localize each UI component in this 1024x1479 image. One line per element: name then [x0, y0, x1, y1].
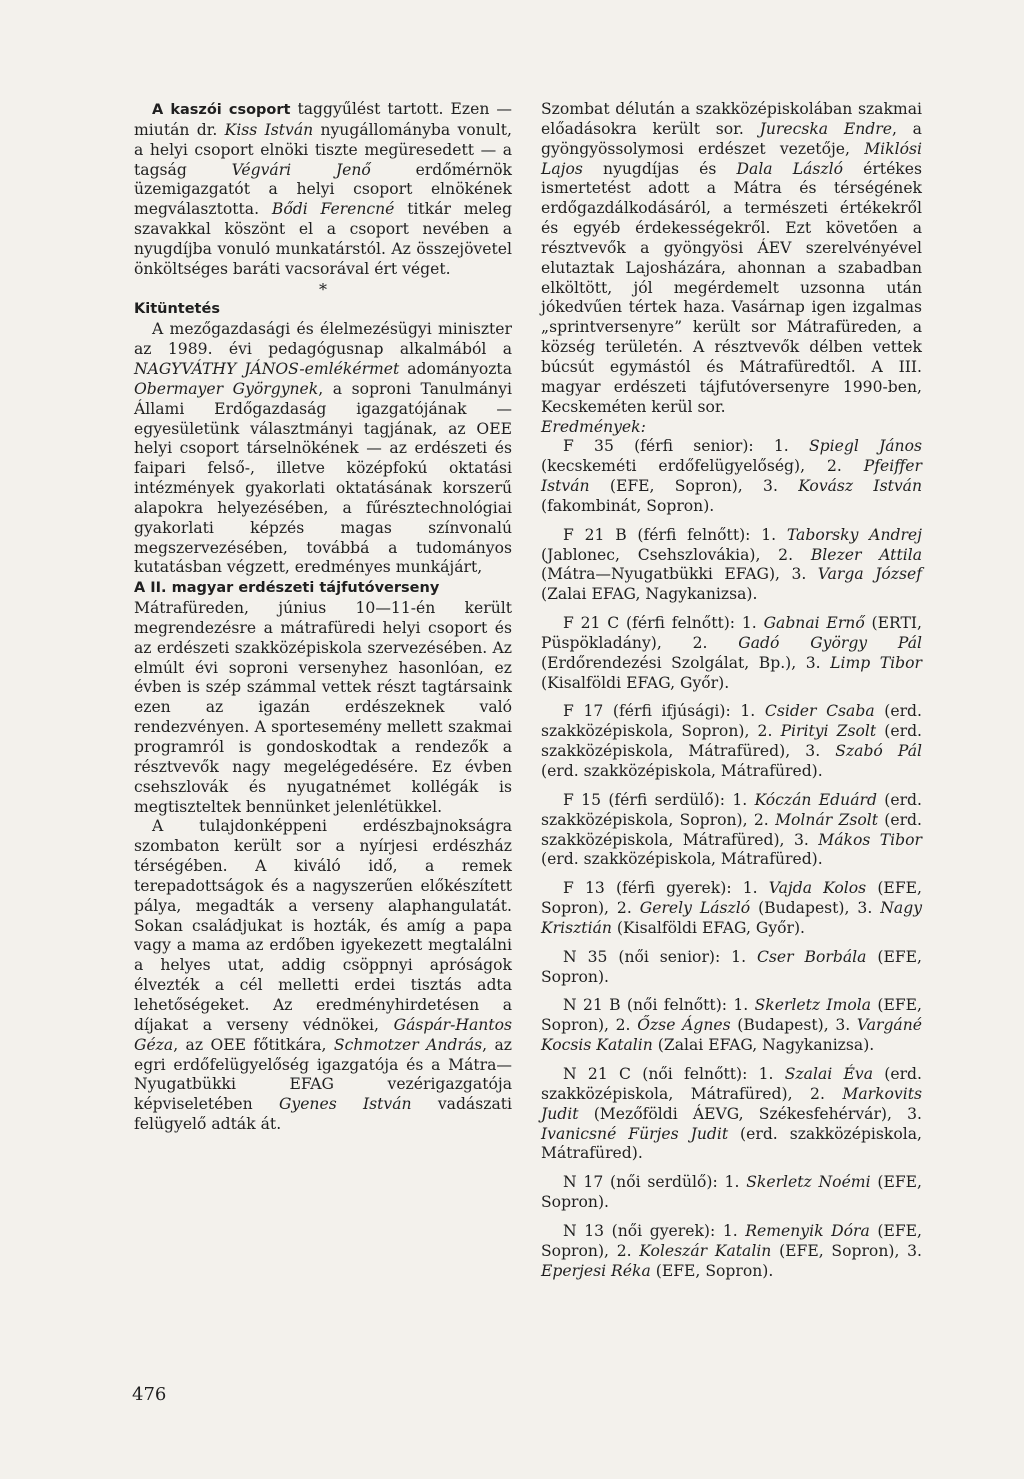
result-entry — [541, 791, 922, 870]
medal-name: NAGYVÁTHY JÁNOS-emlékérmet — [134, 359, 400, 378]
competitor-name: Skerletz Noémi — [746, 1173, 871, 1192]
person-name: Obermayer Györgynek — [134, 379, 319, 398]
competitor-name: Gadó György Pál — [738, 633, 922, 652]
competitor-name: Blezer Attila — [810, 545, 922, 564]
result-text: (EFE, Sopron). — [650, 1261, 774, 1280]
competitor-name: Cser Borbála — [757, 947, 867, 966]
competitor-name: Eperjesi Réka — [541, 1261, 651, 1280]
right-column — [541, 100, 922, 1290]
text-run: Szombat délután a szakközépiskolában szakmai előadásokra került sor. — [541, 100, 922, 138]
result-text: (Budapest), 3. — [730, 1016, 857, 1035]
result-text: F 35 (férfi senior): 1. — [563, 437, 809, 456]
competitor-name: Vajda Kolos — [768, 879, 867, 898]
text-run: A mezőgazdasági és élelmezésügyi miniszter az 1989. évi pedagógusnap alkalmából a — [134, 320, 512, 359]
text-run: , a gyöngyössolymosi erdészet vezetője, — [541, 119, 922, 158]
result-text: (Zalai EFAG, Nagykanizsa). — [541, 585, 758, 604]
result-text: (Erdőrendezési Szolgálat, Bp.), 3. — [541, 653, 831, 672]
result-text: (ERTI, Püspökladány), 2. — [541, 614, 922, 652]
competitor-name: Koleszár Katalin — [639, 1241, 772, 1260]
result-text: (EFE, Sopron), 2. — [541, 996, 922, 1035]
result-text: N 21 B (női felnőtt): 1. — [563, 996, 755, 1015]
result-text: (erd. szakközépiskola, Mátrafüred). — [541, 850, 823, 869]
result-text: F 15 (férfi serdülő): 1. — [563, 790, 755, 809]
result-entry — [541, 996, 922, 1056]
result-text: (Kisalföldi EFAG, Győr). — [611, 918, 806, 937]
person-name: Miklósi Lajos — [541, 139, 922, 178]
result-text: (Mátra—Nyugatbükki EFAG), 3. — [541, 565, 818, 584]
result-text: N 13 (női gyerek): 1. — [563, 1221, 746, 1240]
person-name: Jurecska Endre — [759, 119, 892, 138]
competitor-name: Markovits Judit — [541, 1084, 922, 1123]
competitor-name: Gabnai Ernő — [763, 614, 865, 633]
competitor-name: Kovász István — [798, 477, 923, 496]
result-text: (Zalai EFAG, Nagykanizsa). — [652, 1036, 875, 1055]
results-list — [541, 437, 922, 1281]
competitor-name: Skerletz Imola — [754, 996, 872, 1015]
result-text: F 13 (férfi gyerek): 1. — [563, 879, 769, 898]
person-name: Kiss István — [224, 120, 314, 139]
result-text: (Mezőföldi ÁEVG, Székesfehérvár), 3. — [578, 1104, 922, 1123]
text-run: nyugdíjas és — [582, 159, 737, 178]
result-entry — [541, 437, 922, 516]
result-text: (EFE, Sopron). — [541, 1173, 922, 1212]
person-name: Végvári Jenő — [231, 160, 371, 179]
result-text: (EFE, Sopron), 3. — [589, 477, 799, 496]
page-number: 476 — [132, 1384, 167, 1405]
competitor-name: Gerely László — [639, 899, 751, 918]
result-text: (EFE, Sopron), 2. — [541, 879, 922, 918]
competitor-name: Varga József — [817, 565, 922, 584]
heading-tajfutoverseny — [134, 578, 512, 599]
kaszo-paragraph — [134, 100, 512, 280]
result-text: (EFE, Sopron), 3. — [771, 1241, 922, 1260]
competitor-name: Kóczán Eduárd — [754, 790, 877, 809]
text-run: , az egri erdőfelügyelőség igazgatója és a Mátra—Nyugatbükki EFAG vezérigazgatója képviseletében — [134, 1035, 512, 1114]
result-entry — [541, 1222, 922, 1282]
competitor-name: Spiegl János — [808, 437, 922, 456]
person-name: Gáspár-Hantos Géza — [134, 1015, 512, 1054]
competitor-name: Mákos Tibor — [818, 830, 922, 849]
result-text: N 21 C (női felnőtt): 1. — [563, 1064, 785, 1083]
competitor-name: Pirityi Zsolt — [780, 722, 877, 741]
person-name: Bődi Ferencné — [271, 200, 395, 219]
result-entry — [541, 1065, 922, 1164]
result-text: (erd. szakközépiskola, Mátrafüred). — [541, 1124, 922, 1163]
race-paragraph: Mátrafüreden, június 10—11-én került megrendezésre a mátrafüredi helyi csoport és az erdészeti szakközépiskola szervezésében. Az elmúlt évi soproni versenyhez hasonlóan, ez évben is szép számmal vettek részt tagtársaink ezen az igazán erdészeknek való rendezvényen. A sportesemény mellett szakmai programról is gondoskodtak a rendezők a résztvevők nagy megelégedésére. Ez évben csehszlovák és nyugatnémet kollégák is megtiszteltek bennünket jelenlétükkel. — [134, 599, 512, 816]
result-entry — [541, 526, 922, 605]
section-separator: * — [319, 279, 327, 299]
heading-kituntetes — [134, 299, 512, 320]
result-text: (erd. szakközépiskola, Mátrafüred), 2. — [541, 1064, 922, 1103]
result-text: (erd. szakközépiskola, Sopron), 2. — [541, 790, 922, 829]
text-run: , az OEE főtitkára, — [173, 1035, 334, 1054]
person-name: Schmotzer András — [333, 1035, 483, 1054]
result-text: (EFE, Sopron). — [541, 947, 922, 986]
result-text: (erd. szakközépiskola, Mátrafüred), 3. — [541, 722, 923, 761]
result-text: (kecskeméti erdőfelügyelőség), 2. — [541, 457, 864, 476]
text-run: titkár meleg szavakkal köszönt el a csoport nevében a nyugdíjba vonuló munkatárstól. Az összejövetel önköltséges baráti vacsorával ért véget. — [134, 200, 512, 278]
result-text: (erd. szakközépiskola, Mátrafüred), 3. — [541, 810, 922, 849]
competitor-name: Molnár Zsolt — [775, 810, 878, 829]
text-run: adományozta — [399, 359, 512, 378]
result-text: (erd. szakközépiskola, Sopron), 2. — [541, 702, 922, 741]
person-name: Dala László — [736, 159, 843, 178]
text-run: erdőmérnök üzemigazgatót a helyi csoport elnökének megválasztotta. — [134, 160, 512, 219]
competitor-name: Vargáné Kocsis Katalin — [541, 1016, 922, 1055]
saturday-paragraph — [541, 100, 922, 418]
left-column — [134, 100, 512, 1135]
competitor-name: Taborsky Andrej — [786, 525, 922, 544]
text-run: A tulajdonképpeni erdészbajnokságra szombaton került sor a nyírjesi erdészház térségében. A kiváló idő, a remek terepadottságok és a nagyszerűen előkészített pálya, megadták a verseny alaphangulatát. Sokan családjukat is hozták, és amíg a papa vagy a mama az erdőben igyekezett megtalálni a helyes utat, addig csöppnyi apróságok élvezték a cél melletti erdei tisztás adta lehetőségeket. Az eredményhirdetésen a díjakat a verseny védnökei, — [134, 817, 512, 1034]
result-text: (Kisalföldi EFAG, Győr). — [541, 673, 730, 692]
competitor-name: Limp Tibor — [830, 653, 922, 672]
award-paragraph — [134, 320, 512, 578]
result-entry — [541, 879, 922, 939]
competitor-name: Ivanicsné Fürjes Judit — [541, 1124, 729, 1143]
result-text: (erd. szakközépiskola, Mátrafüred). — [541, 762, 823, 780]
result-entry — [541, 614, 922, 693]
result-text: (fakombinát, Sopron). — [541, 496, 715, 515]
person-name: Gyenes István — [278, 1095, 412, 1114]
result-entry — [541, 948, 922, 988]
competitor-name: Szalai Éva — [784, 1064, 874, 1083]
result-text: F 17 (férfi ifjúsági): 1. — [563, 702, 765, 721]
text-run: , a soproni Tanulmányi Állami Erdőgazdaság igazgatójának — egyesületünk választmányi tagjának, az OEE helyi csoport társelnökének — az erdészeti és faipari felső-, illetve középfokú oktatási intézmények gyakorlati oktatásának korszerű alapokra helyezésében, a fűrésztechnológiai gyakorlati képzés magas színvonalú megszervezésében, továbbá a tudományos kutatásban végzett, eredményes munkájárt, — [134, 379, 513, 577]
result-text: F 21 C (férfi felnőtt): 1. — [563, 614, 764, 633]
competitor-name: Csider Csaba — [764, 702, 875, 721]
result-text: F 21 B (férfi felnőtt): 1. — [563, 525, 787, 544]
result-text: (Budapest), 3. — [750, 899, 881, 918]
text-run: taggyűlést tartott. Ezen — miután dr. — [134, 100, 512, 139]
result-text: N 35 (női senior): 1. — [563, 947, 757, 966]
result-text: N 17 (női serdülő): 1. — [563, 1173, 747, 1192]
competitor-name: Remenyik Dóra — [745, 1221, 870, 1240]
text-run: nyugállományba vonult, a helyi csoport elnöki tiszte megüresedett — a tagság — [134, 120, 512, 179]
competitor-name: Szabó Pál — [835, 742, 922, 761]
result-text: (EFE, Sopron), 2. — [541, 1221, 922, 1260]
result-text: (Jablonec, Csehszlovákia), 2. — [541, 545, 811, 564]
championship-paragraph — [134, 817, 512, 1135]
result-entry — [541, 1173, 922, 1213]
result-entry — [541, 702, 922, 781]
competitor-name: Pfeiffer István — [541, 457, 922, 496]
competitor-name: Őzse Ágnes — [637, 1016, 731, 1035]
text-run: értékes ismertetést adott a Mátra és térségének erdőgazdálkodásáról, a természeti értékekről és egyéb érdekességekről. Ezt követően a résztvevők a gyöngyösi ÁEV szerelvényével elutaztak Lajosházára, ahonnan a szabadban elköltött, jól megérdemelt uzsonna után jókedvűen tértek haza. Vasárnap igen izgalmas „sprintversenyre” került sor Mátrafüreden, a község területén. A résztvevők délben vettek búcsút egymástól és Mátrafüredtől. A III. magyar erdészeti tájfutóversenyre 1990-ben, Kecskeméten kerül sor. — [541, 159, 922, 416]
text-run: vadászati felügyelő adták át. — [134, 1095, 512, 1134]
section-heading: Kitüntetés — [134, 301, 220, 318]
competitor-name: Nagy Krisztián — [541, 899, 922, 937]
results-heading: Eredmények: — [541, 417, 646, 436]
section-heading: A II. magyar erdészeti tájfutóverseny — [134, 580, 440, 597]
kaszo-lead: A kaszói csoport — [152, 102, 291, 118]
